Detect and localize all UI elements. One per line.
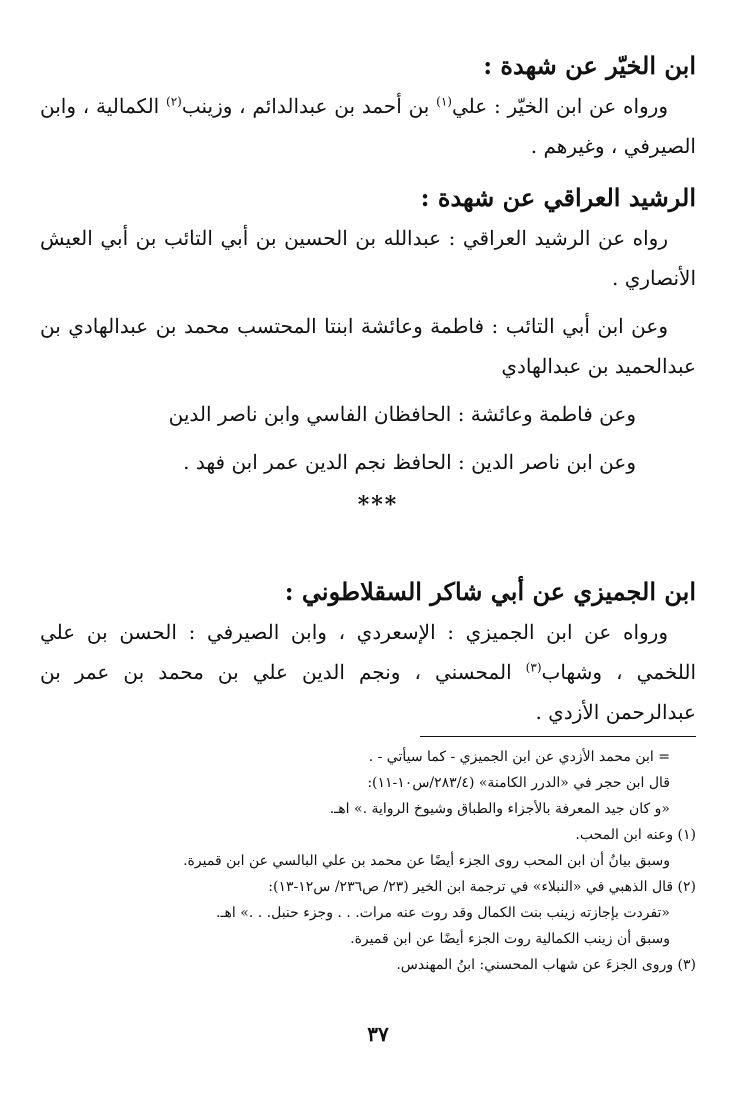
- text-run: ورواه عن ابن الخيّر : علي: [451, 94, 668, 118]
- paragraph: [40, 86, 696, 166]
- footnote-line: (٢) قال الذهبي في «النبلاء» في ترجمة ابن الخير (٢٣/ ص٢٣٦/ س١٢-١٣):: [268, 879, 696, 895]
- section-heading: ابن الجميزي عن أبي شاكر السقلاطوني :: [284, 577, 696, 606]
- paragraph: وعن ابن أبي التائب : فاطمة وعائشة ابنتا المحتسب محمد بن عبدالهادي بن عبدالحميد بن عبدالهادي: [40, 314, 696, 378]
- footnote-line: = ابن محمد الأزدي عن ابن الجميزي - كما سيأتي - .: [368, 749, 670, 765]
- section-ibn-alkhayyir: [40, 46, 696, 166]
- paragraph: وعن ابن ناصر الدين : الحافظ نجم الدين عمر ابن فهد .: [183, 450, 636, 474]
- text-run: بن أحمد بن عبدالدائم ، وزينب: [181, 94, 437, 118]
- footnotes: [60, 744, 696, 978]
- footnote-line: (٣) وروى الجزءَ عن شهاب المحسني: ابنُ المهندس.: [396, 957, 696, 973]
- footnote-divider: [420, 736, 696, 737]
- footnote-ref: (٢): [166, 94, 182, 109]
- footnote-line: «تفردت بإجازته زينب بنت الكمال وقد روت عنه مرات. . . وجزء حنبل. . .» اهـ.: [216, 905, 670, 921]
- paragraph: وعن فاطمة وعائشة : الحافظان الفاسي وابن ناصر الدين: [168, 402, 636, 426]
- footnote-line: وسبق أن زينب الكمالية روت الجزء أيضًا عن ابن قميرة.: [350, 931, 670, 947]
- footnote-line: قال ابن حجر في «الدرر الكامنة» (٢٨٣/٤/س١٠-١١):: [367, 775, 670, 791]
- page-number: ٣٧: [367, 1022, 389, 1046]
- text-run: الكمالية ، وابن الصيرفي ، وغيرهم .: [40, 94, 696, 158]
- footnote-ref: (١): [436, 94, 452, 109]
- footnote-line: وسبق بيانُ أن ابن المحب روى الجزء أيضًا عن محمد بن علي البالسي عن ابن قميرة.: [183, 853, 670, 869]
- footnote-line: (١) وعنه ابن المحب.: [575, 827, 696, 843]
- section-ibn-aljumayzi: [40, 572, 696, 732]
- footnote-line: «و كان جيد المعرفة بالأجزاء والطباق وشيوخ الرواية .» اهـ.: [329, 801, 670, 817]
- paragraph: رواه عن الرشيد العراقي : عبدالله بن الحسين بن أبي التائب بن أبي العيش الأنصاري .: [40, 226, 696, 290]
- text-run: المحسني ، ونجم الدين علي بن محمد بن عمر بن عبدالرحمن الأزدي .: [40, 660, 696, 724]
- text-run: ورواه عن ابن الجميزي : الإسعردي ، وابن الصيرفي : الحسن بن علي اللخمي ، وشهاب: [40, 620, 696, 684]
- section-heading: ابن الخيّر عن شهدة :: [483, 51, 696, 80]
- section-alrashid-aliraqi: [40, 178, 696, 482]
- section-heading: الرشيد العراقي عن شهدة :: [420, 183, 696, 212]
- footnote-ref: (٣): [525, 660, 542, 675]
- section-separator: ***: [357, 492, 399, 518]
- paragraph: [40, 612, 696, 732]
